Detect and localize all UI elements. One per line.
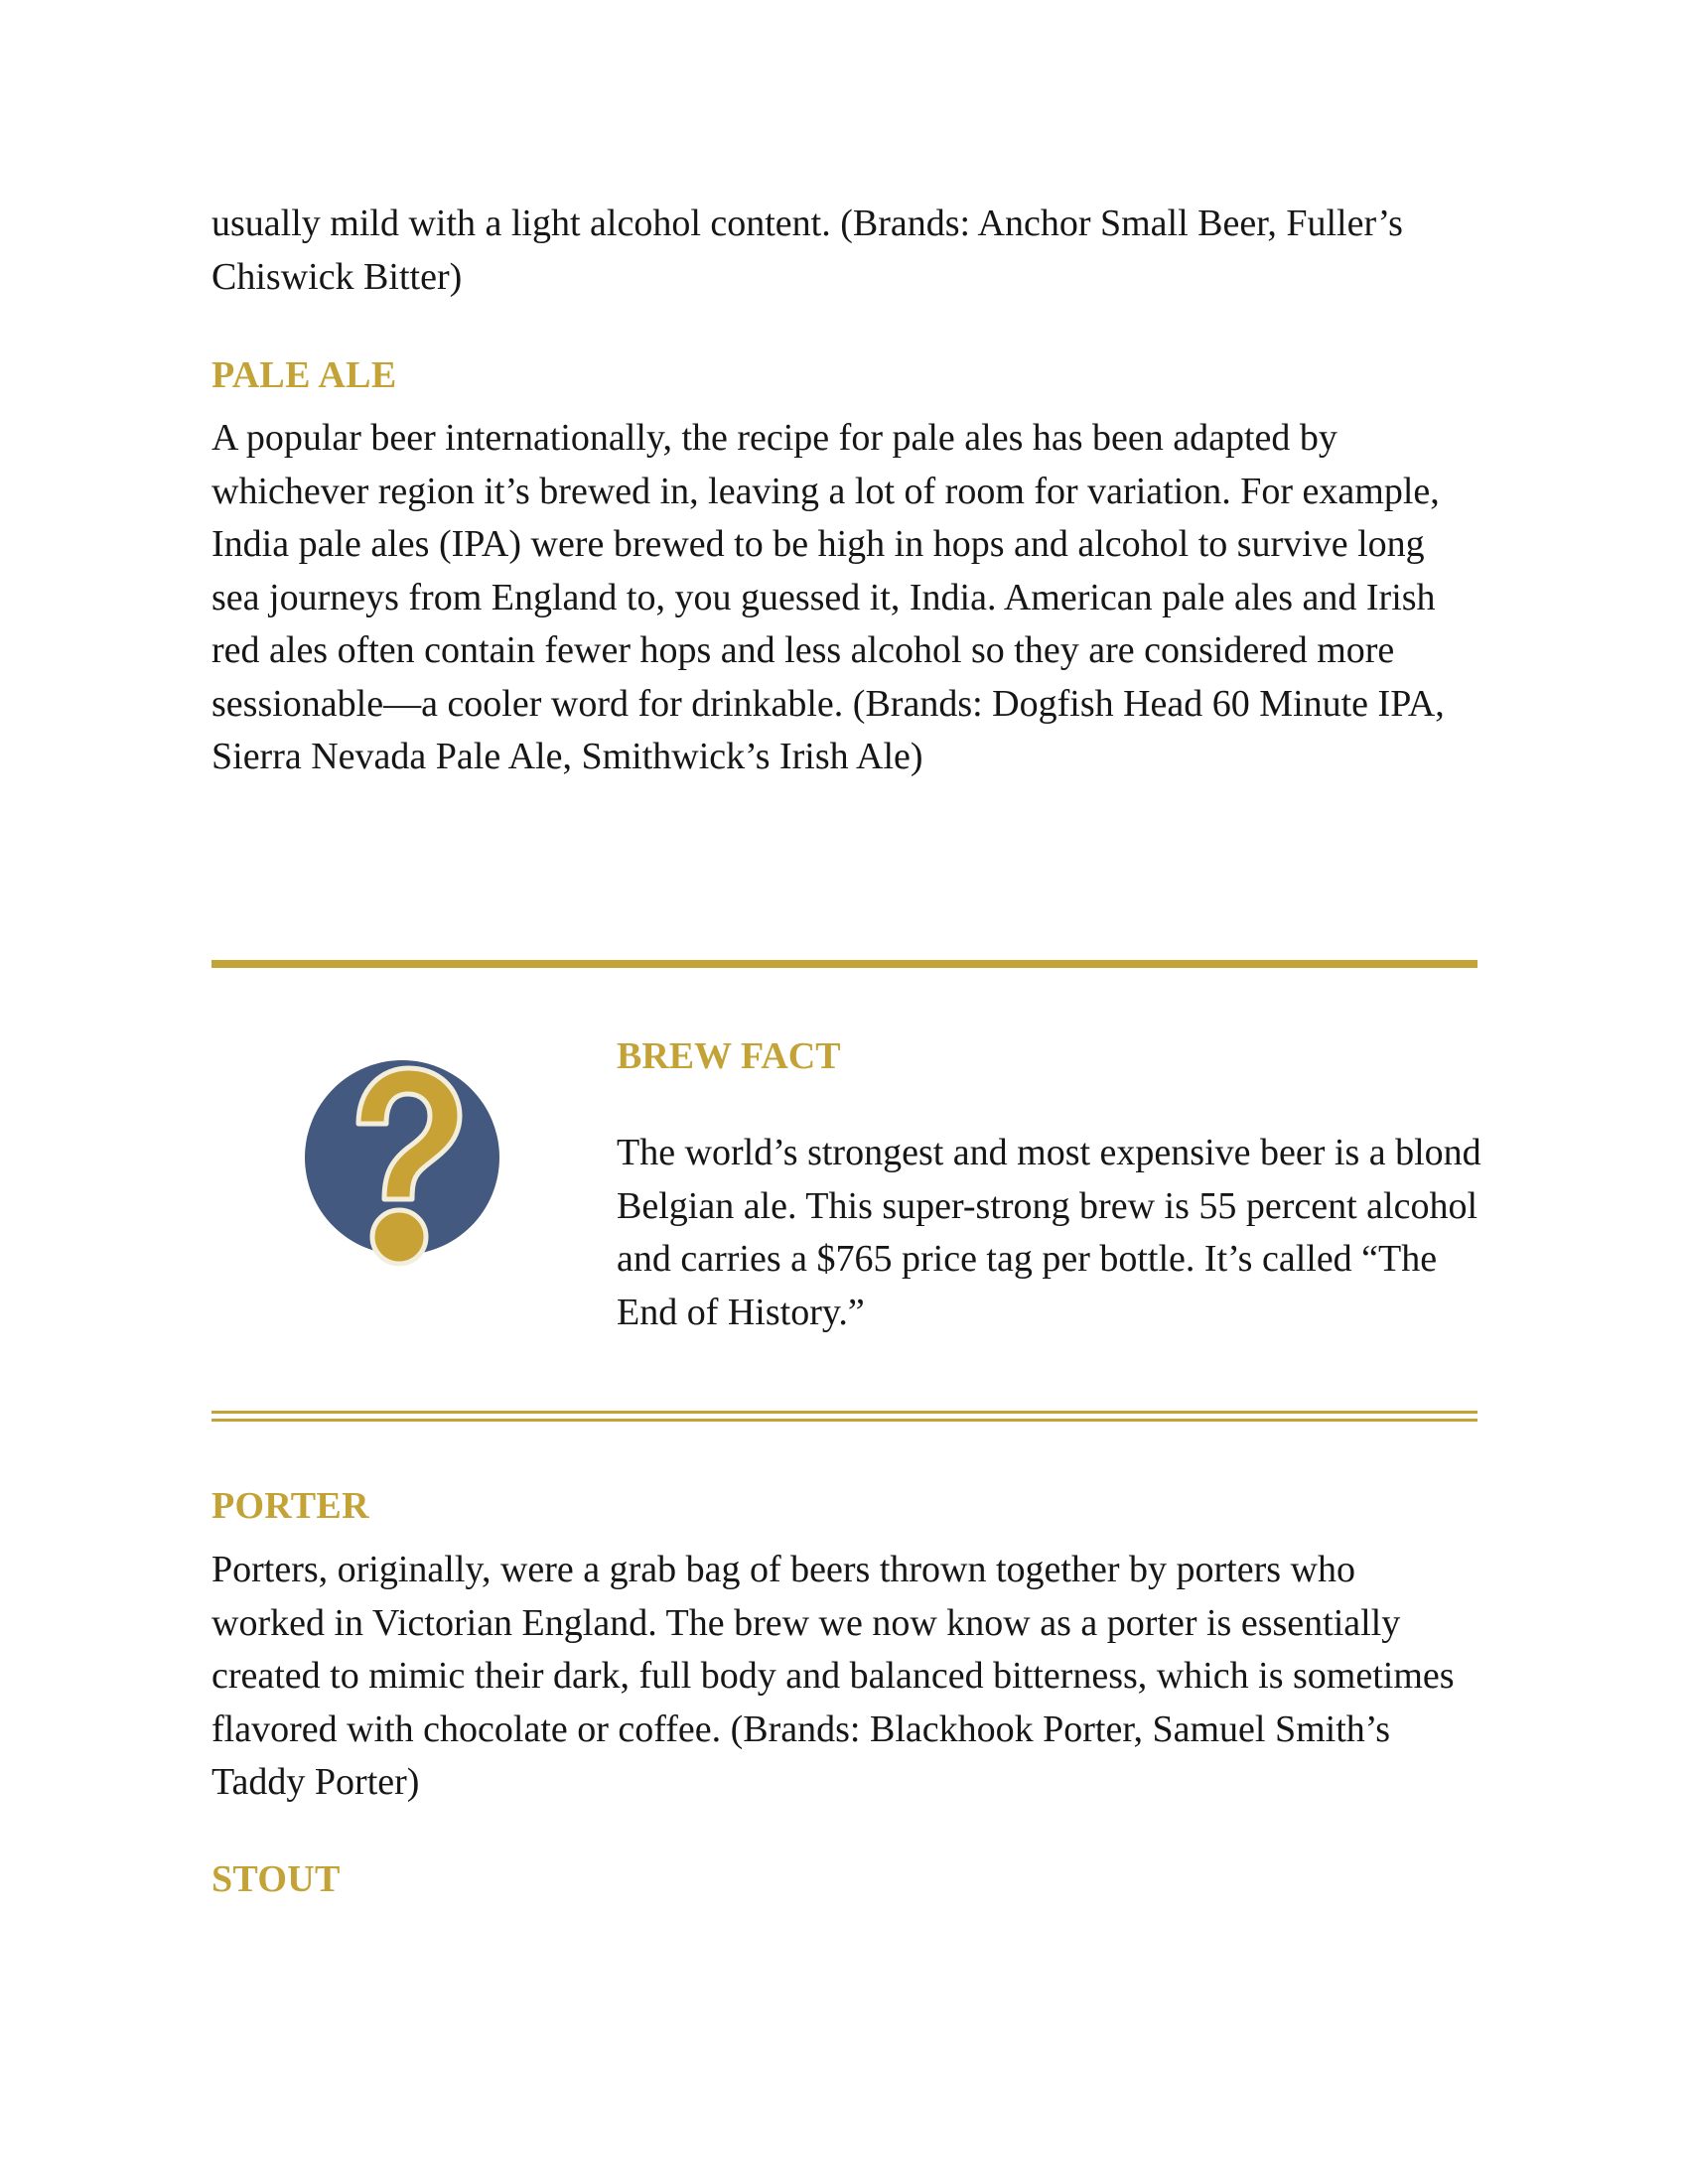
- question-mark-icon: [303, 1052, 501, 1271]
- brew-fact-paragraph: The world’s strongest and most expensive beer is a blond Belgian ale. This super-strong brew is 55 percent alcohol and carries a $765 price tag per bottle. It’s called “The End of History.”: [617, 1132, 1481, 1333]
- brew-fact-heading: BREW FACT: [617, 1035, 841, 1077]
- document-page: [211, 0, 1481, 2184]
- intro-paragraph: usually mild with a light alcohol content. (Brands: Anchor Small Beer, Fuller’s Chiswick Bitter): [211, 203, 1403, 298]
- pale-ale-heading: PALE ALE: [211, 354, 397, 396]
- brew-fact-top-rule: [211, 960, 1477, 968]
- brew-fact-bottom-rule: [211, 1411, 1477, 1422]
- pale-ale-paragraph: A popular beer internationally, the recipe for pale ales has been adapted by whichever region it’s brewed in, leaving a lot of room for variation. For example, India pale ales (IPA) were brewed to be high in hops and alcohol to survive long sea journeys from England to, you guessed it, India. American pale ales and Irish red ales often contain fewer hops and less alcohol so they are considered more sessionable—a cooler word for drinkable. (Brands: Dogfish Head 60 Minute IPA, Sierra Nevada Pale Ale, Smithwick’s Irish Ale): [211, 417, 1445, 777]
- stout-heading: STOUT: [211, 1858, 341, 1900]
- porter-paragraph: Porters, originally, were a grab bag of beers thrown together by porters who worked in Victorian England. The brew we now know as a porter is essentially created to mimic their dark, full body and balanced bitterness, which is sometimes flavored with chocolate or coffee. (Brands: Blackhook Porter, Samuel Smith’s Taddy Porter): [211, 1549, 1455, 1803]
- porter-heading: PORTER: [211, 1485, 369, 1527]
